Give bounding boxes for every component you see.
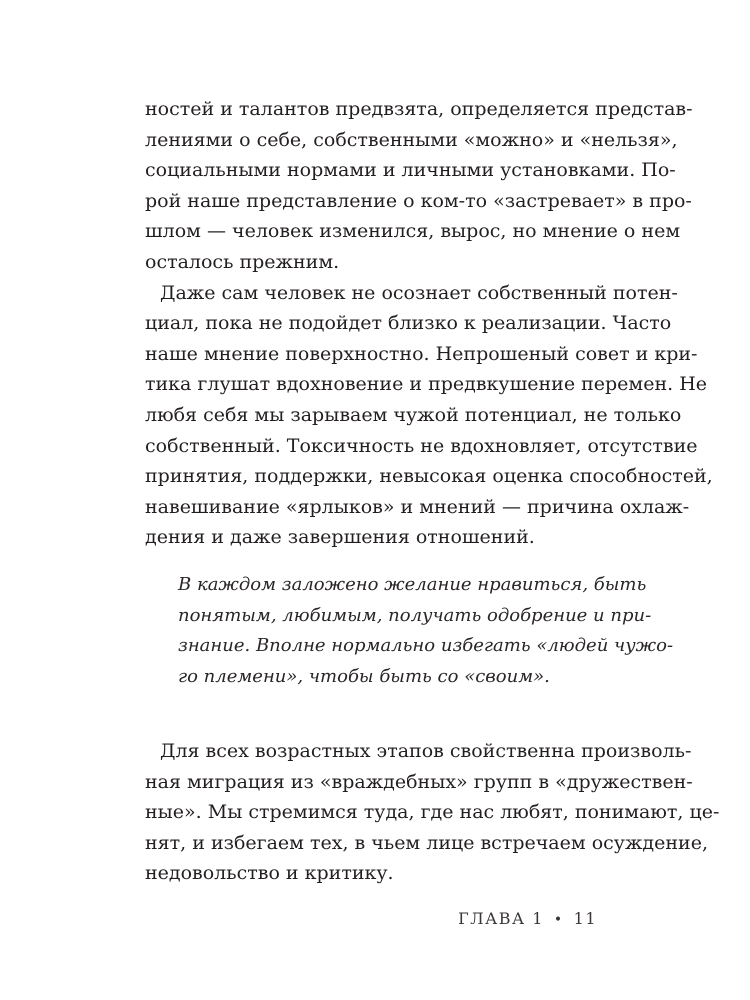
paragraph-line: рой наше представление о ком-то «застревает» в про- (145, 189, 692, 212)
quote-line: понятым, любимым, получать одобрение и при- (178, 604, 652, 626)
paragraph-line: ная миграция из «враждебных» групп в «дружествен- (145, 770, 693, 793)
paragraph-line: навешивание «ярлыков» и мнений — причина охлаж- (145, 495, 690, 518)
paragraph-line: Даже сам человек не осознает собственный потен- (160, 281, 678, 304)
paragraph-line: любя себя мы зарываем чужой потенциал, не только (145, 404, 682, 426)
separator-dot: • (553, 912, 564, 928)
quote-line: го племени», чтобы быть со «своим». (178, 665, 550, 687)
paragraph-line: тика глушат вдохновение и предвкушение перемен. Не (145, 373, 708, 396)
page-number: 11 (573, 909, 597, 928)
paragraph-line: Для всех возрастных этапов свойственна произволь- (160, 740, 692, 762)
paragraph-line: недовольство и критику. (145, 862, 394, 885)
paragraph-line: осталось прежним. (145, 251, 340, 273)
paragraph-line: нят, и избегаем тех, в чьем лице встречаем осуждение, (145, 831, 708, 854)
paragraph-line: социальными нормами и личными установками. По- (145, 159, 676, 182)
quote-line: знание. Вполне нормально избегать «людей чужо- (178, 635, 674, 657)
paragraph-line: принятия, поддержки, невысокая оценка способностей, (145, 465, 713, 488)
quote-line: В каждом заложено желание нравиться, быть (178, 574, 647, 595)
page-footer (458, 909, 597, 928)
paragraph-line: ные». Мы стремимся туда, где нас любят, понимают, це- (145, 801, 720, 824)
paragraph-line: собственный. Токсичность не вдохновляет, отсутствие (145, 434, 698, 457)
paragraph-line: ностей и талантов предвзята, определяется представ- (145, 98, 693, 120)
paragraph-line: дения и даже завершения отношений. (145, 526, 535, 549)
paragraph-line: наше мнение поверхностно. Непрошеный совет и кри- (145, 342, 698, 365)
paragraph-line: лениями о себе, собственными «можно» и «нельзя», (145, 128, 678, 151)
paragraph-line: шлом — человек изменился, вырос, но мнение о нем (145, 220, 681, 243)
paragraph-line: циал, пока не подойдет близко к реализации. Часто (145, 312, 672, 335)
chapter-label: ГЛАВА 1 (458, 909, 544, 928)
